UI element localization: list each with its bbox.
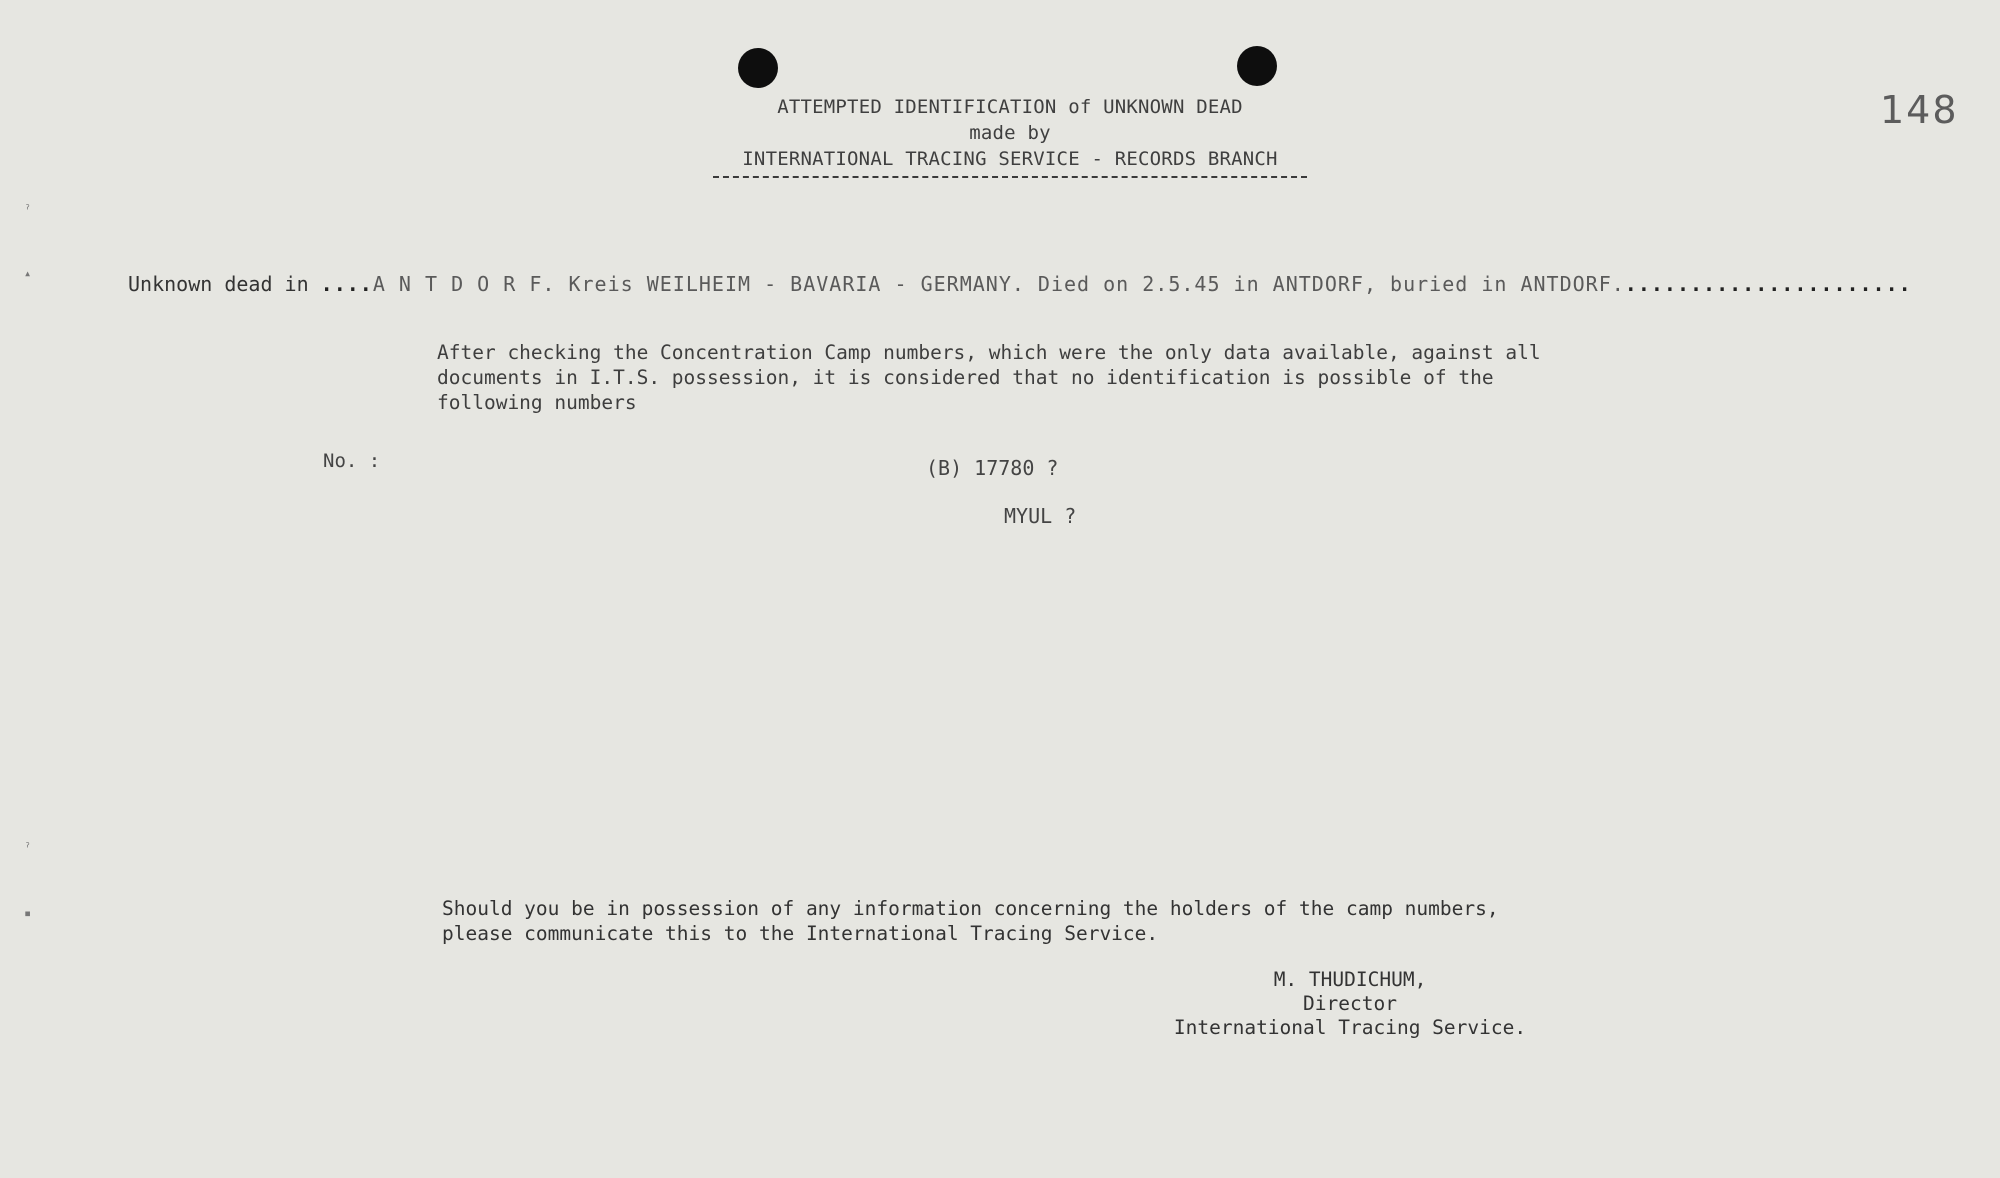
punch-hole-right (1237, 46, 1277, 86)
camp-number: (B) 17780 ? (926, 456, 1059, 480)
paragraph-line: following numbers (437, 391, 637, 414)
margin-mark: ˀ (24, 204, 32, 218)
unknown-dead-leader: .... (320, 272, 373, 296)
unknown-dead-location: A N T D O R F. Kreis WEILHEIM - BAVARIA - GERMANY. Died on 2.5.45 in ANTDORF, buried in ANTDORF. (372, 272, 1625, 296)
paragraph-line: documents in I.T.S. possession, it is considered that no identification is possible of the (437, 366, 1494, 389)
numbers-label: No. : (323, 450, 381, 472)
margin-mark: ˀ (24, 842, 32, 856)
margin-mark: ▴ (24, 266, 32, 280)
margin-mark: ▪ (24, 906, 32, 920)
header-rule (713, 176, 1307, 178)
header-title: ATTEMPTED IDENTIFICATION of UNKNOWN DEAD (777, 96, 1243, 118)
signature-organization: International Tracing Service. (1173, 1016, 1527, 1039)
header-organization: INTERNATIONAL TRACING SERVICE - RECORDS BRANCH (742, 148, 1278, 170)
closing-line: please communicate this to the International Tracing Service. (442, 922, 1159, 945)
closing-paragraph (442, 896, 1642, 946)
punch-hole-left (738, 48, 778, 88)
page-number: 148 (1880, 88, 1959, 132)
signature-name: M. THUDICHUM, (1273, 968, 1427, 991)
unknown-dead-line (128, 272, 1918, 296)
checking-paragraph (437, 340, 1677, 415)
camp-number: MYUL ? (1004, 504, 1077, 528)
paragraph-line: After checking the Concentration Camp numbers, which were the only data available, against all (437, 341, 1541, 364)
signature-title: Director (1303, 992, 1397, 1015)
unknown-dead-label: Unknown dead in (128, 272, 309, 296)
header-made-by: made by (969, 122, 1051, 144)
closing-line: Should you be in possession of any information concerning the holders of the camp numbers, (442, 897, 1499, 920)
signature-block (1140, 968, 1560, 1040)
unknown-dead-trailing: ...................... (1624, 272, 1912, 296)
document-header (700, 94, 1320, 178)
